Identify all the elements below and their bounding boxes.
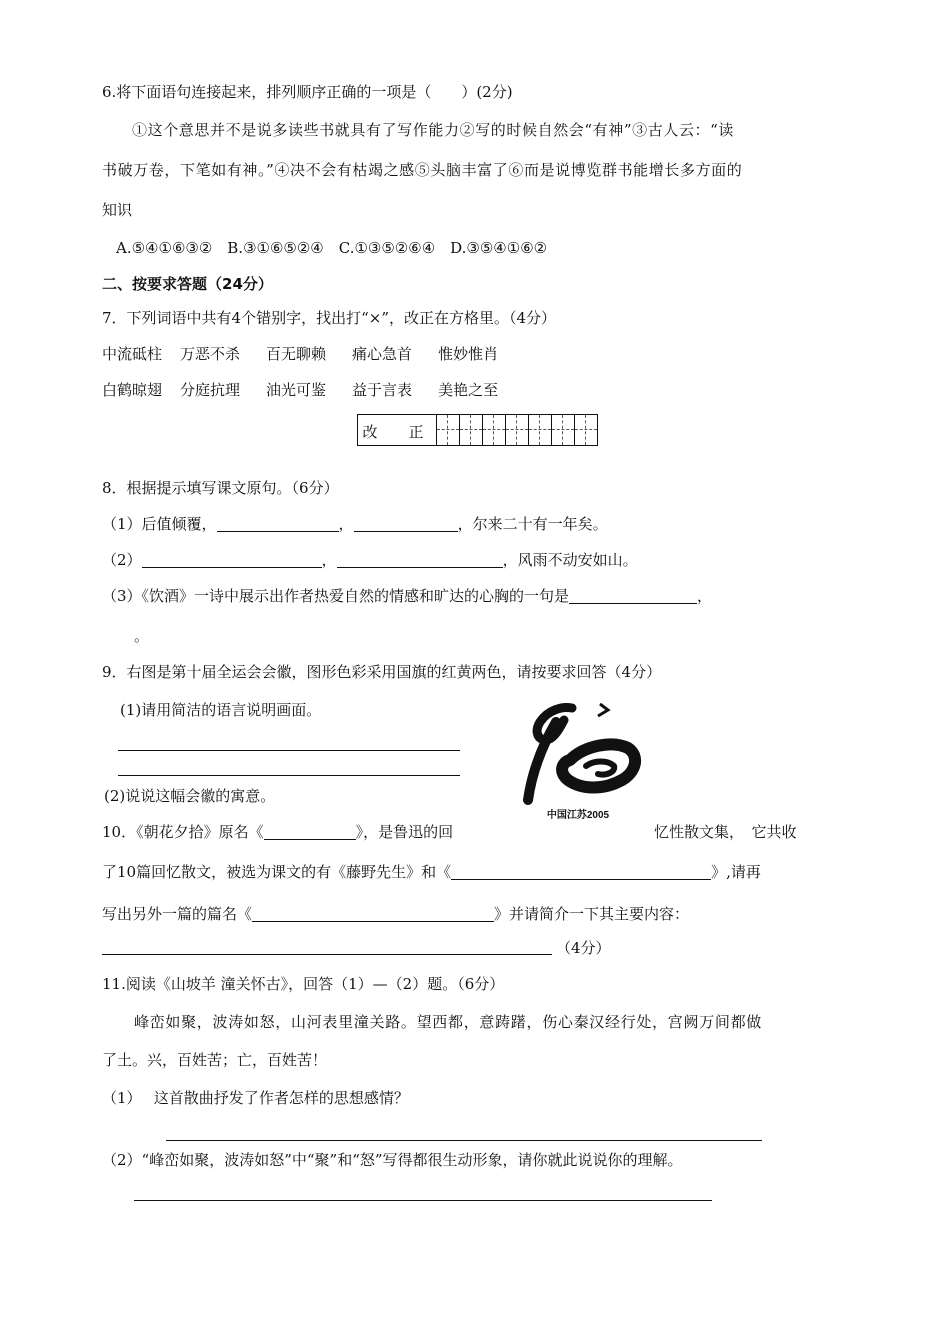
- answer-line[interactable]: [118, 775, 460, 776]
- q7-word: 惟妙惟肖: [438, 345, 499, 363]
- grid-cell[interactable]: [575, 415, 598, 446]
- grid-cell[interactable]: [529, 415, 552, 446]
- q10-text: 》，是鲁迅的回: [355, 823, 454, 841]
- answer-line[interactable]: [134, 1200, 712, 1201]
- q7-grid-label: 改 正: [358, 415, 437, 446]
- q11-title: 11.阅读《山坡羊 潼关怀古》，回答（1）—（2）题。（6分）: [102, 975, 505, 993]
- q7-word: 万恶不杀: [180, 345, 241, 363]
- section-2-heading: 二、按要求答题（24分）: [102, 275, 273, 293]
- q8-line1: [102, 514, 608, 534]
- answer-blank[interactable]: [142, 551, 322, 568]
- q6-title: 6.将下面语句连接起来，排列顺序正确的一项是（ ）(2分): [102, 83, 513, 101]
- q8-text: （1）后值倾覆，: [102, 515, 217, 533]
- q10-line3: [102, 904, 689, 924]
- q8-text: （2）: [102, 551, 142, 569]
- q8-text: （3）《饮酒》一诗中展示出作者热爱自然的情感和旷达的心胸的一句是: [102, 587, 570, 605]
- answer-blank[interactable]: [337, 551, 503, 568]
- answer-blank[interactable]: [252, 905, 494, 922]
- q11-sub1: （1） 这首散曲抒发了作者怎样的思想感情？: [102, 1089, 409, 1107]
- q10-text: 10．《朝花夕拾》原名《: [102, 823, 264, 841]
- grid-cell[interactable]: [552, 415, 575, 446]
- q8-text: ，风雨不动安如山。: [502, 551, 638, 569]
- q11-sub2: （2）“峰峦如聚，波涛如怒”中“聚”和“怒”写得都很生动形象，请你就此说说你的理解。: [102, 1151, 683, 1169]
- q8-text: ，: [697, 587, 713, 605]
- games-emblem-logo: [512, 702, 644, 822]
- q6-body-line2: 书破万卷，下笔如有神。”④决不会有枯竭之感⑤头脑丰富了⑥而是说博览群书能增长多方面的: [102, 161, 743, 179]
- q8-line3: [102, 586, 712, 606]
- q8-text: ，: [338, 515, 354, 533]
- q7-word: 白鹤晾翅: [102, 381, 163, 399]
- q8-text: ，尔来二十有一年矣。: [457, 515, 608, 533]
- q7-word: 益于言表: [352, 381, 413, 399]
- q6-body-line1: ①这个意思并不是说多读些书就具有了写作能力②写的时候自然会“有神”③古人云：“读: [132, 121, 735, 139]
- q10-text: 》,请再: [711, 863, 761, 881]
- q7-word: 分庭抗理: [180, 381, 241, 399]
- q10-line1b: 忆性散文集， 它共收: [654, 823, 797, 841]
- q10-text: 》并请简介一下其主要内容：: [494, 905, 690, 923]
- q8-text: ，: [321, 551, 337, 569]
- answer-blank[interactable]: [217, 515, 339, 532]
- q7-word-row-2: [102, 380, 498, 400]
- answer-blank[interactable]: [569, 587, 697, 604]
- q7-word: 百无聊赖: [266, 345, 327, 363]
- q10-text: 写出另外一篇的篇名《: [102, 905, 253, 923]
- answer-blank[interactable]: [264, 823, 356, 840]
- q6-options: A.⑤④①⑥③② B.③①⑥⑤②④ C.①③⑤②⑥④ D.③⑤④①⑥②: [116, 239, 548, 257]
- q11-poem-line2: 了土。兴，百姓苦；亡，百姓苦！: [102, 1051, 328, 1069]
- q7-correction-grid: [357, 414, 598, 446]
- answer-blank[interactable]: [451, 863, 711, 880]
- q10-line2: [102, 862, 761, 882]
- grid-cell[interactable]: [506, 415, 529, 446]
- q8-title: 8．根据提示填写课文原句。（6分）: [102, 479, 339, 497]
- q8-line4: 。: [134, 627, 150, 645]
- answer-blank[interactable]: [354, 515, 458, 532]
- q10-line1a: [102, 822, 453, 842]
- answer-line[interactable]: [166, 1140, 762, 1141]
- q7-title: 7．下列词语中共有4个错别字，找出打“×”，改正在方格里。（4分）: [102, 309, 557, 327]
- q9-sub1: (1)请用简洁的语言说明画面。: [120, 701, 322, 719]
- q9-sub2: (2)说说这幅会徽的寓意。: [104, 787, 276, 805]
- answer-line[interactable]: [102, 954, 552, 955]
- q7-word: 美艳之至: [438, 381, 499, 399]
- q7-word: 油光可鉴: [266, 381, 327, 399]
- q7-word: 中流砥柱: [102, 345, 163, 363]
- q6-body-line3: 知识: [102, 201, 133, 219]
- q11-poem-line1: 峰峦如聚，波涛如怒，山河表里潼关路。望西都，意踌躇，伤心秦汉经行处，宫阙万间都做: [134, 1013, 763, 1031]
- q9-title: 9．右图是第十届全运会会徽，图形色彩采用国旗的红黄两色，请按要求回答（4分）: [102, 663, 662, 681]
- q10-text: 了10篇回忆散文，被选为课文的有《藤野先生》和《: [102, 863, 452, 881]
- grid-cell[interactable]: [460, 415, 483, 446]
- q7-word: 痛心急首: [352, 345, 413, 363]
- grid-cell[interactable]: [437, 415, 460, 446]
- grid-cell[interactable]: [483, 415, 506, 446]
- q8-line2: [102, 550, 638, 570]
- q10-score: （4分）: [556, 939, 611, 957]
- answer-line[interactable]: [118, 750, 460, 751]
- logo-caption: 中国江苏2005: [546, 810, 610, 821]
- q7-word-row-1: [102, 344, 498, 364]
